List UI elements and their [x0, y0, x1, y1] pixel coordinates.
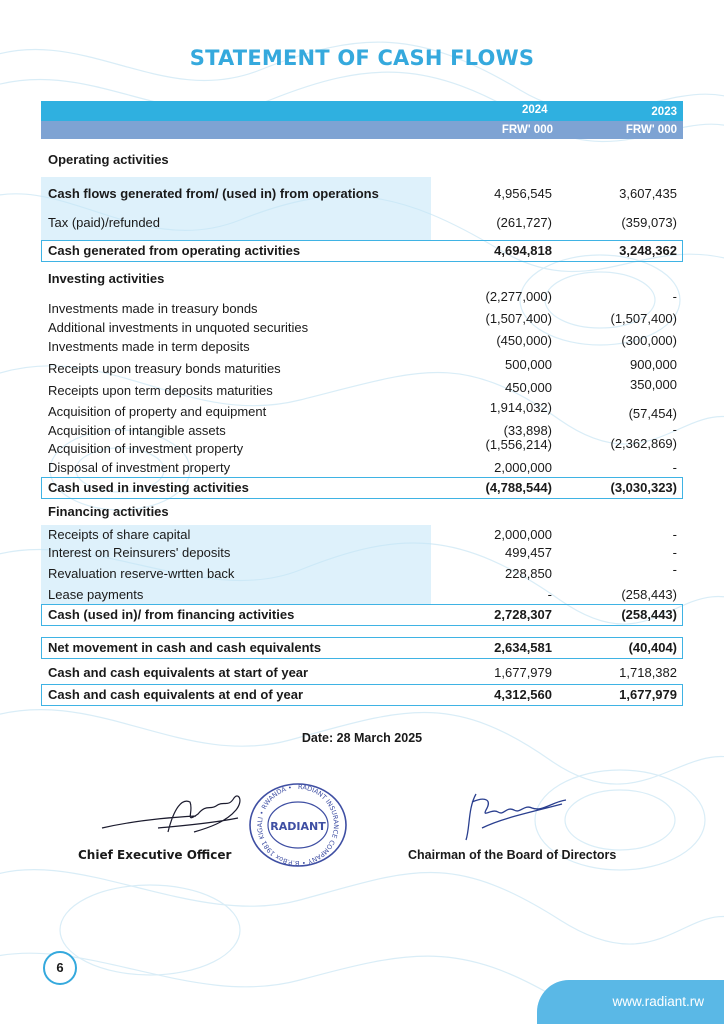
value-2023: (258,443): [621, 607, 677, 622]
row-label: Disposal of investment property: [48, 460, 231, 475]
value-2023: -: [672, 527, 677, 542]
table-header: [41, 101, 683, 139]
page-number: 6: [43, 951, 77, 985]
value-2024: 1,914,032): [489, 400, 552, 415]
row-label: Investing activities: [48, 271, 165, 286]
value-2023: -: [672, 562, 677, 577]
row-label: Interest on Reinsurers' deposits: [48, 545, 231, 560]
value-2023: (300,000): [621, 333, 677, 348]
value-2024: 4,312,560: [494, 687, 552, 702]
value-2024: 2,728,307: [494, 607, 552, 622]
ceo-signature-icon: [98, 788, 248, 846]
value-2023: -: [672, 545, 677, 560]
row-label: Revaluation reserve-wrtten back: [48, 566, 235, 581]
value-2023: 900,000: [630, 357, 677, 372]
row-label: Acquisition of property and equipment: [48, 404, 267, 419]
value-2023: -: [672, 422, 677, 437]
row-label: Cash flows generated from/ (used in) from operations: [48, 186, 379, 201]
value-2024: 4,694,818: [494, 243, 552, 258]
header-year-2024: 2024: [522, 104, 548, 116]
value-2023: -: [672, 460, 677, 475]
value-2023: 1,677,979: [619, 687, 677, 702]
header-unit-2024: FRW' 000: [501, 124, 553, 136]
value-2024: 1,677,979: [494, 665, 552, 680]
statement-date: Date: 28 March 2025: [301, 731, 423, 745]
row-label: Net movement in cash and cash equivalents: [48, 640, 322, 655]
value-2023: (40,404): [628, 640, 677, 655]
ceo-title: Chief Executive Officer: [78, 848, 232, 862]
header-top-band: [41, 101, 683, 121]
value-2024: 228,850: [505, 566, 552, 581]
value-2024: (1,556,214): [485, 437, 552, 452]
value-2024: 2,000,000: [494, 460, 552, 475]
value-2024: (450,000): [496, 333, 552, 348]
row-label: Cash and cash equivalents at end of year: [48, 687, 304, 702]
row-label: Operating activities: [48, 152, 169, 167]
value-2024: 500,000: [505, 357, 552, 372]
value-2024: 450,000: [505, 380, 552, 395]
value-2023: 3,607,435: [619, 186, 677, 201]
row-label: Receipts of share capital: [48, 527, 191, 542]
row-label: Cash (used in)/ from financing activities: [48, 607, 295, 622]
value-2024: 2,634,581: [494, 640, 552, 655]
row-label: Lease payments: [48, 587, 144, 602]
value-2023: 3,248,362: [619, 243, 677, 258]
row-label: Investments made in treasury bonds: [48, 301, 258, 316]
value-2023: (1,507,400): [610, 311, 677, 326]
value-2023: -: [672, 289, 677, 304]
website-link[interactable]: www.radiant.rw: [537, 980, 724, 1024]
value-2023: (2,362,869): [610, 436, 677, 451]
row-label: Receipts upon term deposits maturities: [48, 383, 273, 398]
value-2024: (2,277,000): [485, 289, 552, 304]
row-label: Acquisition of investment property: [48, 441, 244, 456]
value-2024: -: [547, 587, 552, 602]
value-2023: (359,073): [621, 215, 677, 230]
header-bottom-band: [41, 121, 683, 139]
row-label: Cash used in investing activities: [48, 480, 249, 495]
row-label: Receipts upon treasury bonds maturities: [48, 361, 281, 376]
value-2024: 499,457: [505, 545, 552, 560]
row-label: Tax (paid)/refunded: [48, 215, 161, 230]
page-title: STATEMENT OF CASH FLOWS: [189, 46, 535, 70]
value-2024: (4,788,544): [485, 480, 552, 495]
value-2024: (261,727): [496, 215, 552, 230]
value-2023: 1,718,382: [619, 665, 677, 680]
value-2024: (1,507,400): [485, 311, 552, 326]
stamp-ring-text: RADIANT INSURANCE COMPANY • B.P.Box 1981 KIGALI • RWANDA •: [255, 782, 341, 868]
value-2023: 350,000: [630, 377, 677, 392]
header-year-2023: 2023: [651, 106, 677, 118]
row-label: Investments made in term deposits: [48, 339, 250, 354]
radiant-stamp-icon: [246, 781, 350, 869]
chairman-title: Chairman of the Board of Directors: [408, 848, 617, 862]
row-label: Acquisition of intangible assets: [48, 423, 226, 438]
row-label: Cash generated from operating activities: [48, 243, 301, 258]
value-2023: (57,454): [628, 406, 677, 421]
row-label: Financing activities: [48, 504, 169, 519]
chairman-signature-icon: [462, 788, 572, 844]
value-2024: (33,898): [503, 423, 552, 438]
value-2023: (258,443): [621, 587, 677, 602]
row-label: Cash and cash equivalents at start of year: [48, 665, 309, 680]
stamp-name: RADIANT: [270, 820, 326, 833]
value-2024: 4,956,545: [494, 186, 552, 201]
value-2023: (3,030,323): [610, 480, 677, 495]
header-unit-2023: FRW' 000: [625, 124, 677, 136]
row-label: Additional investments in unquoted securities: [48, 320, 309, 335]
value-2024: 2,000,000: [494, 527, 552, 542]
